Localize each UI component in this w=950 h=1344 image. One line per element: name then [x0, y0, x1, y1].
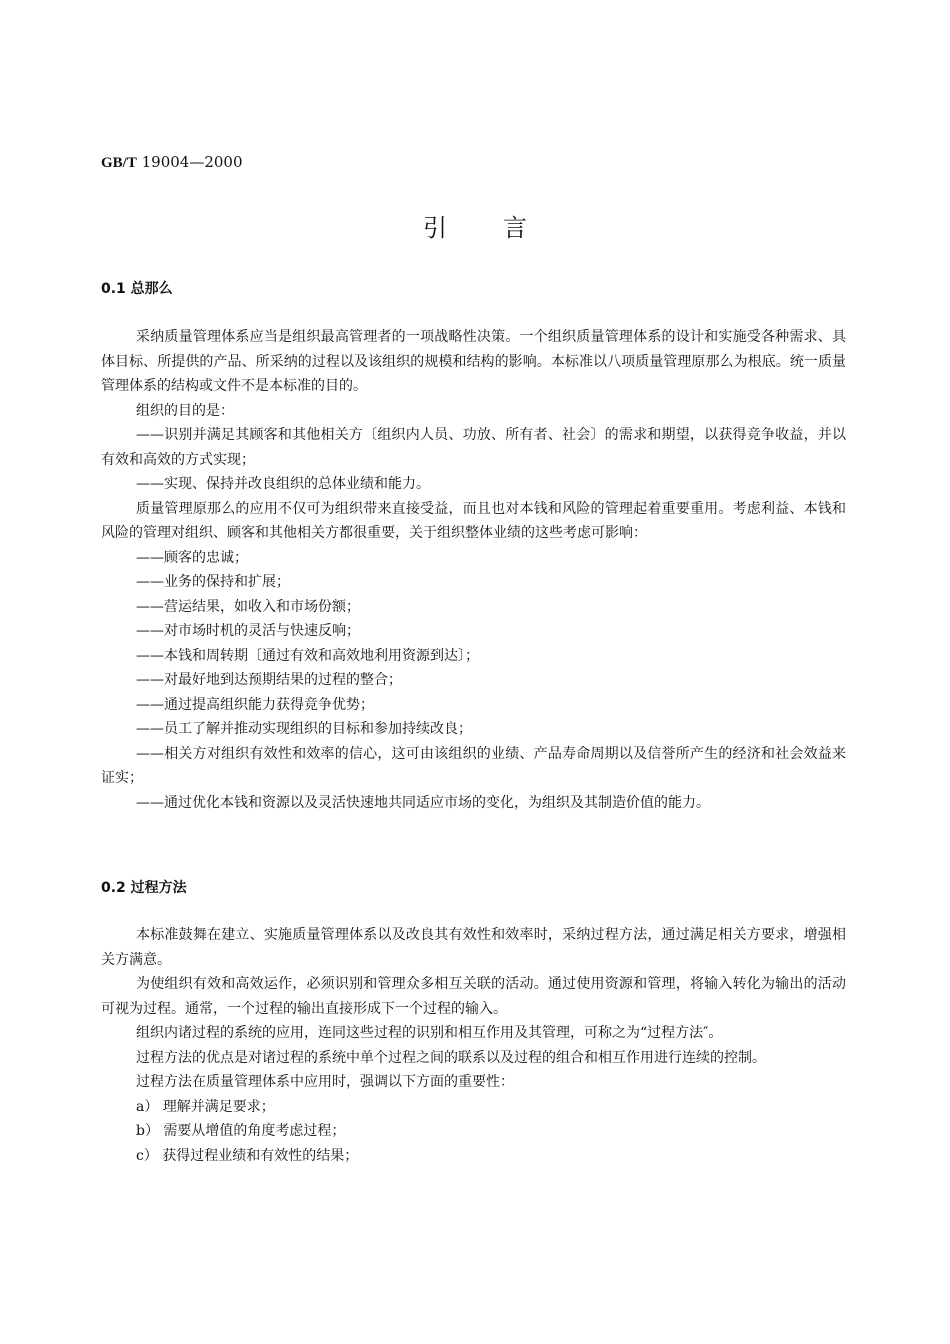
title-char-1: 引	[423, 214, 447, 242]
section-0-1-body	[101, 325, 846, 815]
list-item: ——营运结果，如收入和市场份额；	[136, 598, 360, 615]
section-heading-0-1: 0.1 总那么	[101, 281, 173, 297]
standard-number	[101, 153, 243, 172]
list-item: ——业务的保持和扩展；	[136, 574, 290, 590]
list-item: b） 需要从增值的角度考虑过程；	[136, 1123, 346, 1139]
paragraph: 过程方法在质量管理体系中应用时，强调以下方面的重要性：	[136, 1074, 514, 1090]
standard-prefix: GB/T	[101, 155, 137, 171]
list-item: ——对最好地到达预期结果的过程的整合；	[136, 672, 402, 688]
list-item: ——识别并满足其顾客和其他相关方〔组织内人员、功放、所有者、社会〕的需求和期望，以获得竞争收益，并以有效和高效的方式实现；	[101, 427, 846, 468]
list-item: ——顾客的忠诚；	[136, 549, 248, 566]
paragraph: 本标准鼓舞在建立、实施质量管理体系以及改良其有效性和效率时，采纳过程方法，通过满足相关方要求，增强相关方满意。	[101, 927, 846, 968]
section-0-2-body	[101, 923, 846, 1168]
list-item: ——本钱和周转期〔通过有效和高效地利用资源到达〕；	[136, 647, 479, 664]
paragraph: 组织内诸过程的系统的应用，连同这些过程的识别和相互作用及其管理，可称之为“过程方法″。	[136, 1025, 723, 1041]
list-item: a） 理解并满足要求；	[136, 1098, 275, 1115]
page-title	[0, 208, 950, 243]
section-heading-0-2: 0.2 过程方法	[101, 880, 187, 896]
paragraph: 组织的目的是：	[136, 402, 234, 419]
paragraph: 质量管理原那么的应用不仅可为组织带来直接受益，而且也对本钱和风险的管理起着重要重用。考虑利益、本钱和风险的管理对组织、顾客和其他相关方都很重要，关于组织整体业绩的这些考虑可影响：	[101, 500, 846, 541]
paragraph: 为使组织有效和高效运作，必须识别和管理众多相互关联的活动。通过使用资源和管理，将输入转化为输出的活动可视为过程。通常，一个过程的输出直接形成下一个过程的输入。	[101, 976, 846, 1017]
list-item: ——对市场时机的灵活与快速反响；	[136, 623, 360, 639]
list-item: ——通过优化本钱和资源以及灵活快速地共同适应市场的变化，为组织及其制造价值的能力。	[136, 794, 710, 811]
list-item: ——相关方对组织有效性和效率的信心，这可由该组织的业绩、产品寿命周期以及信誉所产生的经济和社会效益来证实；	[101, 745, 846, 786]
standard-code: 19004—2000	[136, 153, 243, 171]
list-item: ——实现、保持并改良组织的总体业绩和能力。	[136, 476, 430, 492]
list-item: c） 获得过程业绩和有效性的结果；	[136, 1147, 359, 1164]
paragraph: 采纳质量管理体系应当是组织最高管理者的一项战略性决策。一个组织质量管理体系的设计和实施受各种需求、具体目标、所提供的产品、所采纳的过程以及该组织的规模和结构的影响。本标准以八项质量管理原那么为根底。统一质量管理体系的结构或文件不是本标准的目的。	[101, 329, 846, 394]
title-char-2: 言	[503, 214, 527, 242]
list-item: ——通过提高组织能力获得竞争优势；	[136, 696, 374, 713]
list-item: ——员工了解并推动实现组织的目标和参加持续改良；	[136, 721, 472, 737]
paragraph: 过程方法的优点是对诸过程的系统中单个过程之间的联系以及过程的组合和相互作用进行连续的控制。	[136, 1049, 766, 1066]
